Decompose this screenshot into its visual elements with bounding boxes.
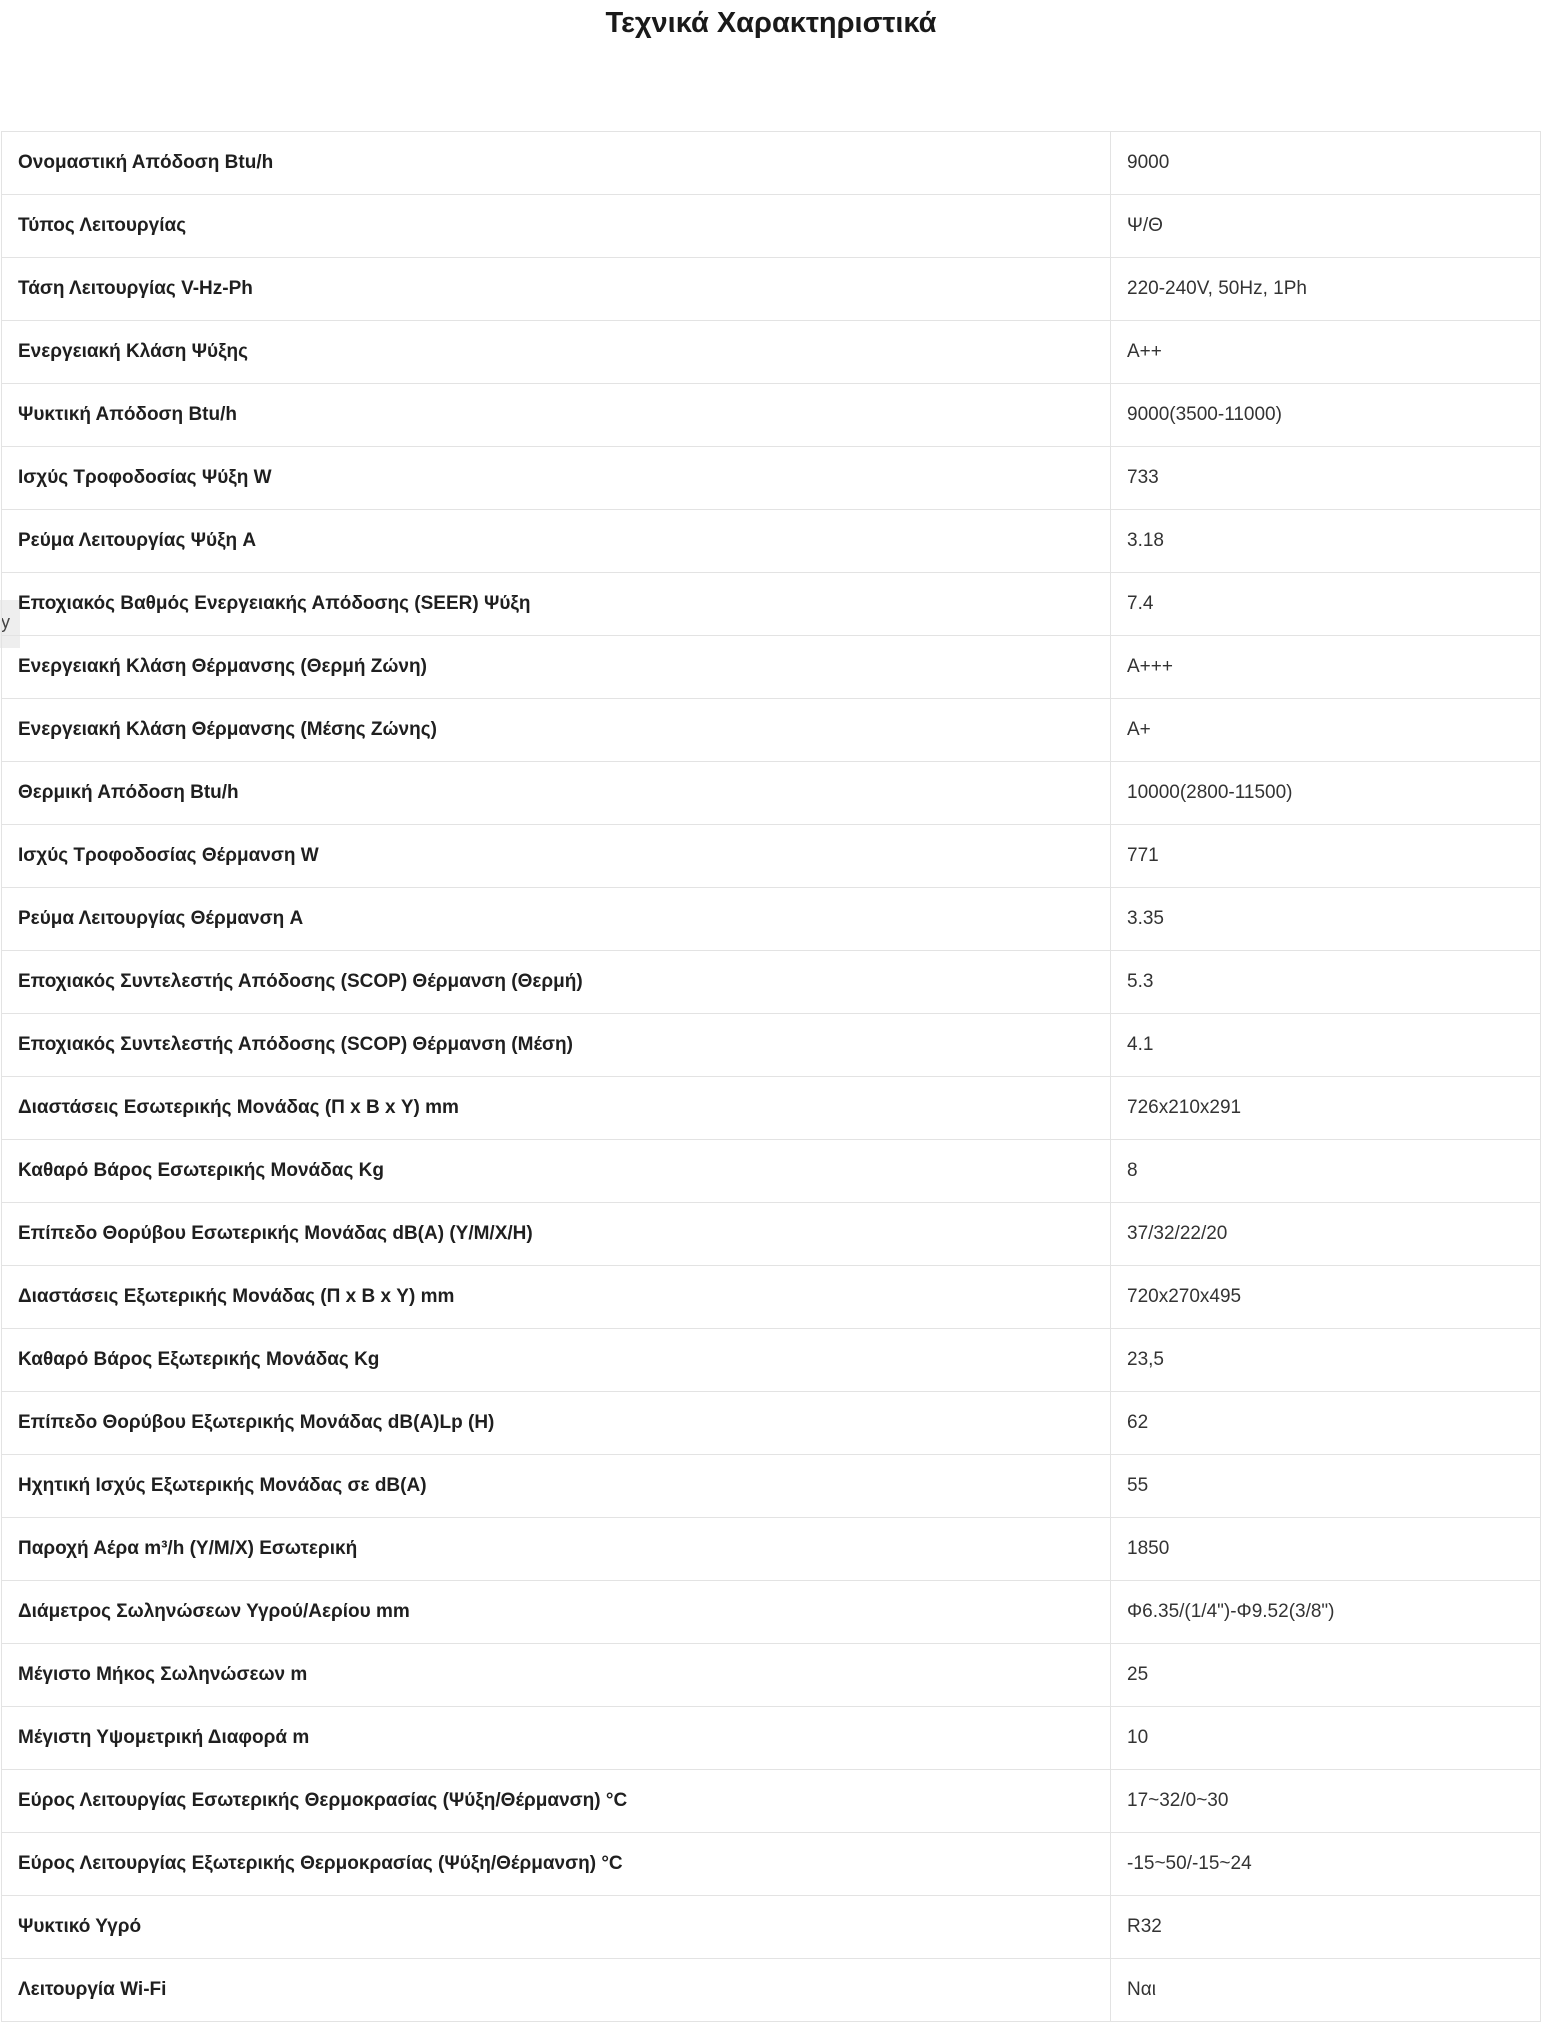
spec-row xyxy=(2,1266,1541,1329)
spec-value: 733 xyxy=(1111,447,1541,510)
spec-row xyxy=(2,762,1541,825)
spec-row xyxy=(2,447,1541,510)
spec-row xyxy=(2,1392,1541,1455)
spec-row xyxy=(2,1833,1541,1896)
spec-row xyxy=(2,258,1541,321)
specs-table xyxy=(1,131,1541,2022)
spec-label: Εποχιακός Συντελεστής Απόδοσης (SCOP) Θέρμανση (Θερμή) xyxy=(2,951,1111,1014)
spec-label: Ψυκτική Απόδοση Btu/h xyxy=(2,384,1111,447)
page-title: Τεχνικά Χαρακτηριστικά xyxy=(605,7,937,39)
spec-label: Λειτουργία Wi-Fi xyxy=(2,1959,1111,2022)
spec-value: 3.35 xyxy=(1111,888,1541,951)
spec-value: R32 xyxy=(1111,1896,1541,1959)
spec-value: 220-240V, 50Hz, 1Ph xyxy=(1111,258,1541,321)
spec-row xyxy=(2,384,1541,447)
spec-label: Ρεύμα Λειτουργίας Ψύξη A xyxy=(2,510,1111,573)
spec-value: Ναι xyxy=(1111,1959,1541,2022)
spec-label: Θερμική Απόδοση Btu/h xyxy=(2,762,1111,825)
spec-value: A++ xyxy=(1111,321,1541,384)
spec-label: Εύρος Λειτουργίας Εσωτερικής Θερμοκρασίας (Ψύξη/Θέρμανση) °C xyxy=(2,1770,1111,1833)
spec-label: Εποχιακός Συντελεστής Απόδοσης (SCOP) Θέρμανση (Μέση) xyxy=(2,1014,1111,1077)
spec-value: A+ xyxy=(1111,699,1541,762)
spec-value: 25 xyxy=(1111,1644,1541,1707)
spec-label: Τύπος Λειτουργίας xyxy=(2,195,1111,258)
spec-value: 62 xyxy=(1111,1392,1541,1455)
spec-row xyxy=(2,699,1541,762)
spec-value: 55 xyxy=(1111,1455,1541,1518)
spec-value: 10 xyxy=(1111,1707,1541,1770)
spec-label: Καθαρό Βάρος Εσωτερικής Μονάδας Kg xyxy=(2,1140,1111,1203)
spec-value: 8 xyxy=(1111,1140,1541,1203)
spec-row xyxy=(2,1896,1541,1959)
spec-row xyxy=(2,888,1541,951)
spec-row xyxy=(2,1329,1541,1392)
spec-value: Φ6.35/(1/4")-Φ9.52(3/8") xyxy=(1111,1581,1541,1644)
spec-label: Τάση Λειτουργίας V-Hz-Ph xyxy=(2,258,1111,321)
spec-label: Καθαρό Βάρος Εξωτερικής Μονάδας Kg xyxy=(2,1329,1111,1392)
spec-label: Ενεργειακή Κλάση Θέρμανσης (Μέσης Ζώνης) xyxy=(2,699,1111,762)
spec-label: Ισχύς Τροφοδοσίας Ψύξη W xyxy=(2,447,1111,510)
spec-label: Μέγιστη Υψομετρική Διαφορά m xyxy=(2,1707,1111,1770)
spec-row xyxy=(2,132,1541,195)
side-tab[interactable]: y xyxy=(0,600,20,648)
spec-value: 4.1 xyxy=(1111,1014,1541,1077)
spec-label: Ηχητική Ισχύς Εξωτερικής Μονάδας σε dB(A) xyxy=(2,1455,1111,1518)
spec-value: 3.18 xyxy=(1111,510,1541,573)
spec-label: Διάμετρος Σωληνώσεων Υγρού/Αερίου mm xyxy=(2,1581,1111,1644)
spec-label: Ενεργειακή Κλάση Ψύξης xyxy=(2,321,1111,384)
spec-value: 1850 xyxy=(1111,1518,1541,1581)
spec-row xyxy=(2,573,1541,636)
spec-row xyxy=(2,636,1541,699)
spec-row xyxy=(2,195,1541,258)
spec-row xyxy=(2,825,1541,888)
spec-value: 37/32/22/20 xyxy=(1111,1203,1541,1266)
spec-row xyxy=(2,510,1541,573)
spec-label: Ισχύς Τροφοδοσίας Θέρμανση W xyxy=(2,825,1111,888)
spec-label: Επίπεδο Θορύβου Εσωτερικής Μονάδας dB(A) (Y/M/X/H) xyxy=(2,1203,1111,1266)
spec-row xyxy=(2,951,1541,1014)
spec-row xyxy=(2,1014,1541,1077)
spec-value: 771 xyxy=(1111,825,1541,888)
spec-label: Εύρος Λειτουργίας Εξωτερικής Θερμοκρασίας (Ψύξη/Θέρμανση) °C xyxy=(2,1833,1111,1896)
spec-label: Ενεργειακή Κλάση Θέρμανσης (Θερμή Ζώνη) xyxy=(2,636,1111,699)
spec-value: 23,5 xyxy=(1111,1329,1541,1392)
spec-value: 9000 xyxy=(1111,132,1541,195)
spec-label: Διαστάσεις Εξωτερικής Μονάδας (Π x Β x Υ) mm xyxy=(2,1266,1111,1329)
spec-value: 17~32/0~30 xyxy=(1111,1770,1541,1833)
spec-row xyxy=(2,321,1541,384)
spec-label: Εποχιακός Βαθμός Ενεργειακής Απόδοσης (SEER) Ψύξη xyxy=(2,573,1111,636)
spec-label: Ρεύμα Λειτουργίας Θέρμανση A xyxy=(2,888,1111,951)
spec-row xyxy=(2,1455,1541,1518)
spec-label: Επίπεδο Θορύβου Εξωτερικής Μονάδας dB(A)Lp (H) xyxy=(2,1392,1111,1455)
specs-table-body xyxy=(2,132,1541,2022)
spec-row xyxy=(2,1077,1541,1140)
spec-value: 7.4 xyxy=(1111,573,1541,636)
spec-row xyxy=(2,1707,1541,1770)
spec-label: Διαστάσεις Εσωτερικής Μονάδας (Π x Β x Υ) mm xyxy=(2,1077,1111,1140)
spec-row xyxy=(2,1770,1541,1833)
spec-value: 9000(3500-11000) xyxy=(1111,384,1541,447)
spec-row xyxy=(2,1644,1541,1707)
spec-row xyxy=(2,1140,1541,1203)
spec-label: Μέγιστο Μήκος Σωληνώσεων m xyxy=(2,1644,1111,1707)
spec-value: A+++ xyxy=(1111,636,1541,699)
spec-label: Ψυκτικό Υγρό xyxy=(2,1896,1111,1959)
spec-row xyxy=(2,1959,1541,2022)
spec-row xyxy=(2,1581,1541,1644)
spec-value: 10000(2800-11500) xyxy=(1111,762,1541,825)
spec-value: 5.3 xyxy=(1111,951,1541,1014)
spec-row xyxy=(2,1203,1541,1266)
spec-label: Ονομαστική Απόδοση Btu/h xyxy=(2,132,1111,195)
spec-value: Ψ/Θ xyxy=(1111,195,1541,258)
spec-label: Παροχή Αέρα m³/h (Y/M/X) Εσωτερική xyxy=(2,1518,1111,1581)
spec-value: 726x210x291 xyxy=(1111,1077,1541,1140)
spec-value: -15~50/-15~24 xyxy=(1111,1833,1541,1896)
spec-value: 720x270x495 xyxy=(1111,1266,1541,1329)
spec-row xyxy=(2,1518,1541,1581)
